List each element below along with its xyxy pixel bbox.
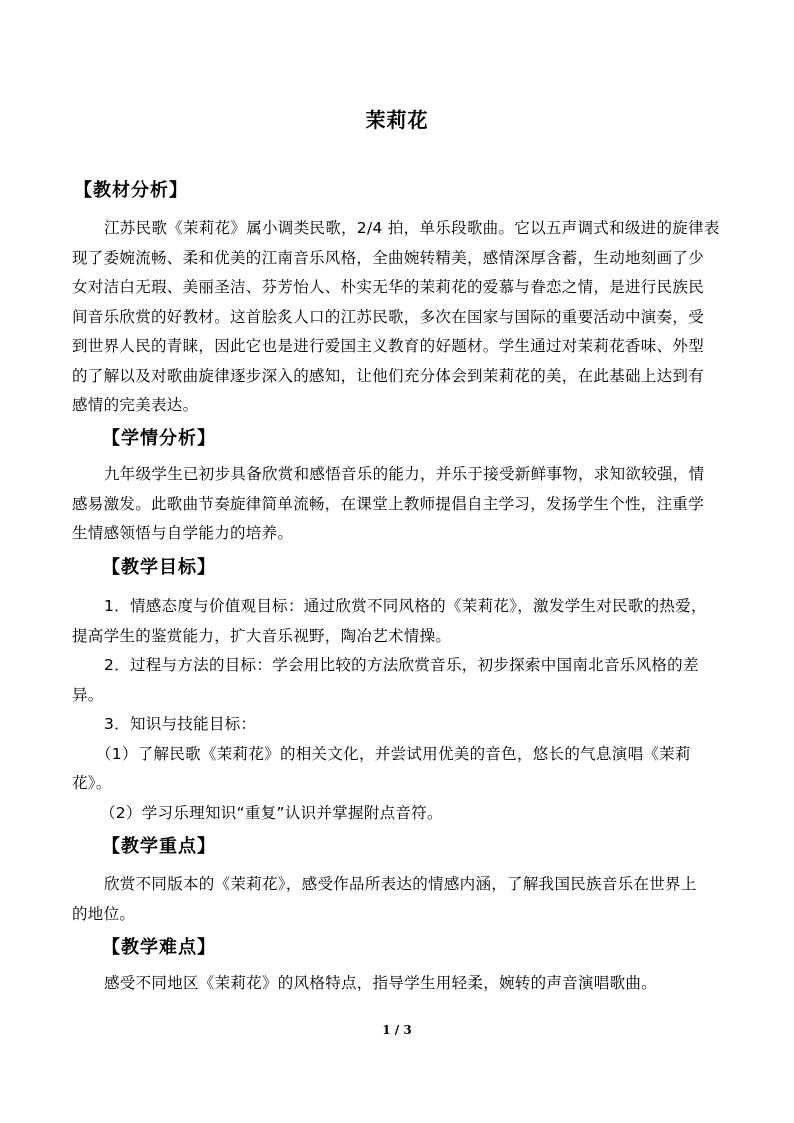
paragraph-line: 感易激发。此歌曲节奏旋律简单流畅，在课堂上教师提倡自主学习，发扬学生个性，注重学: [72, 494, 705, 513]
paragraph-line: 花》。: [72, 774, 112, 792]
paragraph-line: 间音乐欣赏的好教材。这首脍炙人口的江苏民歌，多次在国家与国际的重要活动中演奏，受: [72, 307, 705, 326]
paragraph-line: 的了解以及对歌曲旋律逐步深入的感知，让他们充分体会到茉莉花的美，在此基础上达到有: [72, 366, 705, 385]
paragraph-line: 生情感领悟与自学能力的培养。: [72, 524, 294, 542]
section-heading-student-analysis: 【学情分析】: [102, 428, 216, 449]
section-body-student-analysis: [72, 460, 722, 549]
paragraph-line: （2）学习乐理知识“重复”认识并掌握附点音符。: [100, 803, 443, 822]
page-number: 1 / 3: [382, 1023, 412, 1037]
paragraph-line: 异。: [72, 685, 104, 704]
paragraph-line: 感情的完美表达。: [72, 396, 199, 414]
section-body-key-points: [72, 870, 722, 929]
section-body-textbook-analysis: [72, 214, 722, 421]
paragraph-line: 感受不同地区《茉莉花》的风格特点，指导学生用轻柔，婉转的声音演唱歌曲。: [104, 974, 658, 992]
section-body-teaching-goals: [72, 592, 722, 828]
paragraph-line: 现了委婉流畅、柔和优美的江南音乐风格，全曲婉转精美，感情深厚含蓄，生动地刻画了少: [72, 248, 705, 267]
section-body-difficulties: [72, 969, 722, 999]
paragraph-line: 九年级学生已初步具备欣赏和感悟音乐的能力，并乐于接受新鲜事物，求知欲较强，情: [104, 465, 705, 483]
paragraph-line: 到世界人民的青睐，因此它也是进行爱国主义教育的好题材。学生通过对茉莉花香味、外型: [72, 337, 705, 355]
paragraph-line: 2．过程与方法的目标：学会用比较的方法欣赏音乐，初步探索中国南北音乐风格的差: [104, 656, 699, 674]
paragraph-line: 提高学生的鉴赏能力，扩大音乐视野，陶冶艺术情操。: [72, 626, 452, 645]
paragraph-line: 的地位。: [72, 904, 136, 923]
paragraph-line: 江苏民歌《茉莉花》属小调类民歌，2/4 拍，单乐段歌曲。它以五声调式和级进的旋律表: [104, 219, 720, 237]
paragraph-line: 女对洁白无瑕、美丽圣洁、芬芳怡人、朴实无华的茉莉花的爱慕与眷恋之情，是进行民族民: [72, 278, 705, 296]
section-heading-difficulties: 【教学难点】: [102, 937, 216, 958]
section-heading-teaching-goals: 【教学目标】: [102, 557, 216, 578]
section-heading-textbook-analysis: 【教材分析】: [74, 180, 188, 201]
paragraph-line: （1）了解民歌《茉莉花》的相关文化，并尝试用优美的音色，悠长的气息演唱《茉莉: [96, 744, 691, 763]
paragraph-line: 3．知识与技能目标：: [104, 715, 257, 733]
paragraph-line: 1．情感态度与价值观目标：通过欣赏不同风格的《茉莉花》，激发学生对民歌的热爱，: [104, 597, 707, 615]
paragraph-line: 欣赏不同版本的《茉莉花》，感受作品所表达的情感内涵，了解我国民族音乐在世界上: [104, 875, 697, 893]
document-title: 茉莉花: [365, 108, 429, 132]
section-heading-key-points: 【教学重点】: [102, 836, 216, 857]
